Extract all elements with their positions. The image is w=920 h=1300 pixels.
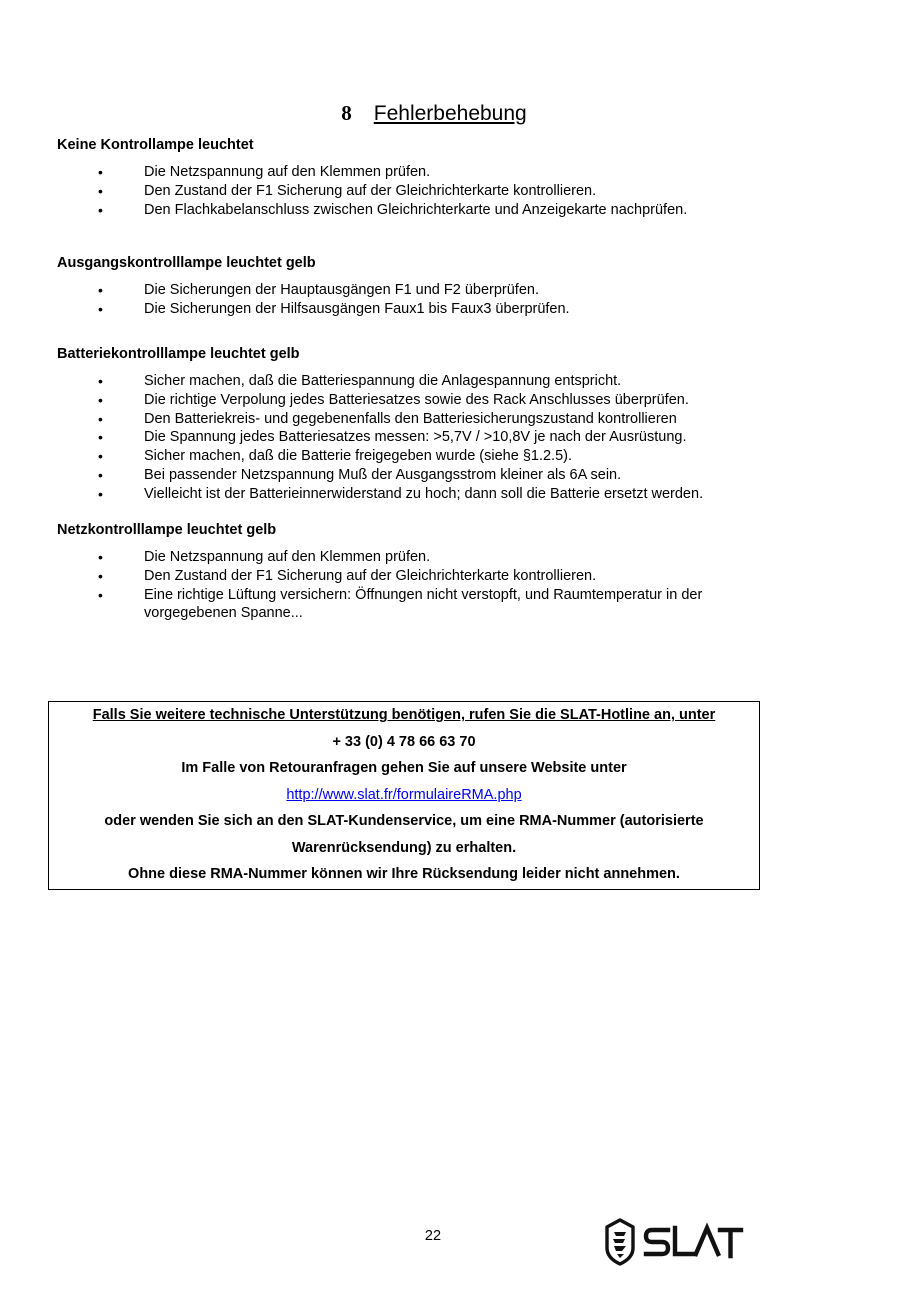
list-item: • Die Netzspannung auf den Klemmen prüfen. [98,549,431,565]
section-heading: Keine Kontrollampe leuchtet [57,137,254,153]
list-item: • Den Batteriekreis- und gegebenenfalls den Batteriesicherungszustand kontrollieren [98,410,677,427]
section-keine-kontrollampe [57,136,837,219]
list-item: • Sicher machen, daß die Batteriespannung die Anlagespannung entspricht. [98,373,622,389]
support-notice: Ohne diese RMA-Nummer können wir Ihre Rücksendung leider nicht annehmen. [128,866,680,882]
chapter-heading: Fehlerbehebung [373,102,527,125]
support-service-text-cont: Warenrücksendung) zu erhalten. [291,839,517,856]
support-hotline-text: Falls Sie weitere technische Unterstützung benötigen, rufen Sie die SLAT-Hotline an, unter [92,707,716,723]
list-item: • Die Netzspannung auf den Klemmen prüfen. [98,164,431,180]
support-box [48,701,760,890]
page-number: 22 [424,1228,442,1244]
list-item: • Den Zustand der F1 Sicherung auf der Gleichrichterkarte kontrollieren. [98,567,597,584]
bullet-list [57,548,837,623]
chapter-title [0,100,868,127]
list-item: • Den Flachkabelanschluss zwischen Gleichrichterkarte und Anzeigekarte nachprüfen. [98,201,688,218]
list-item: • Die Spannung jedes Batteriesatzes messen: >5,7V / >10,8V je nach der Ausrüstung. [98,429,687,446]
section-heading: Batteriekontrolllampe leuchtet gelb [57,346,300,362]
support-phone: + 33 (0) 4 78 66 63 70 [332,733,476,750]
bullet-list [57,372,837,504]
list-item: • Eine richtige Lüftung versichern: Öffnungen nicht verstopft, und Raumtemperatur in der vorgegebenen Spanne... [98,586,703,622]
section-netzkontrolllampe [57,521,837,623]
chapter-number: 8 [341,101,352,125]
section-batteriekontrolllampe [57,345,837,504]
bullet-list [57,163,837,219]
section-heading: Ausgangskontrolllampe leuchtet gelb [57,255,316,271]
section-ausgangskontrolllampe [57,254,837,319]
slat-logo [604,1218,744,1266]
list-item: • Vielleicht ist der Batterieinnerwiderstand zu hoch; dann soll die Batterie ersetzt werden. [98,485,704,502]
list-item: • Bei passender Netzspannung Muß der Ausgangsstrom kleiner als 6A sein. [98,466,622,483]
rma-form-link[interactable]: http://www.slat.fr/formulaireRMA.php [286,786,522,803]
bullet-list [57,281,837,319]
list-item: • Den Zustand der F1 Sicherung auf der Gleichrichterkarte kontrollieren. [98,182,597,199]
list-item: • Sicher machen, daß die Batterie freigegeben wurde (siehe §1.2.5). [98,448,572,465]
list-item: • Die richtige Verpolung jedes Batteriesatzes sowie des Rack Anschlusses überprüfen. [98,391,689,408]
section-heading: Netzkontrolllampe leuchtet gelb [57,522,277,538]
slat-shield-icon [604,1218,744,1266]
list-item: • Die Sicherungen der Hauptausgängen F1 und F2 überprüfen. [98,282,539,298]
list-item: • Die Sicherungen der Hilfsausgängen Faux1 bis Faux3 überprüfen. [98,300,570,317]
support-return-text: Im Falle von Retouranfragen gehen Sie auf unsere Website unter [181,760,627,776]
support-service-text: oder wenden Sie sich an den SLAT-Kundenservice, um eine RMA-Nummer (autorisierte [104,813,704,829]
